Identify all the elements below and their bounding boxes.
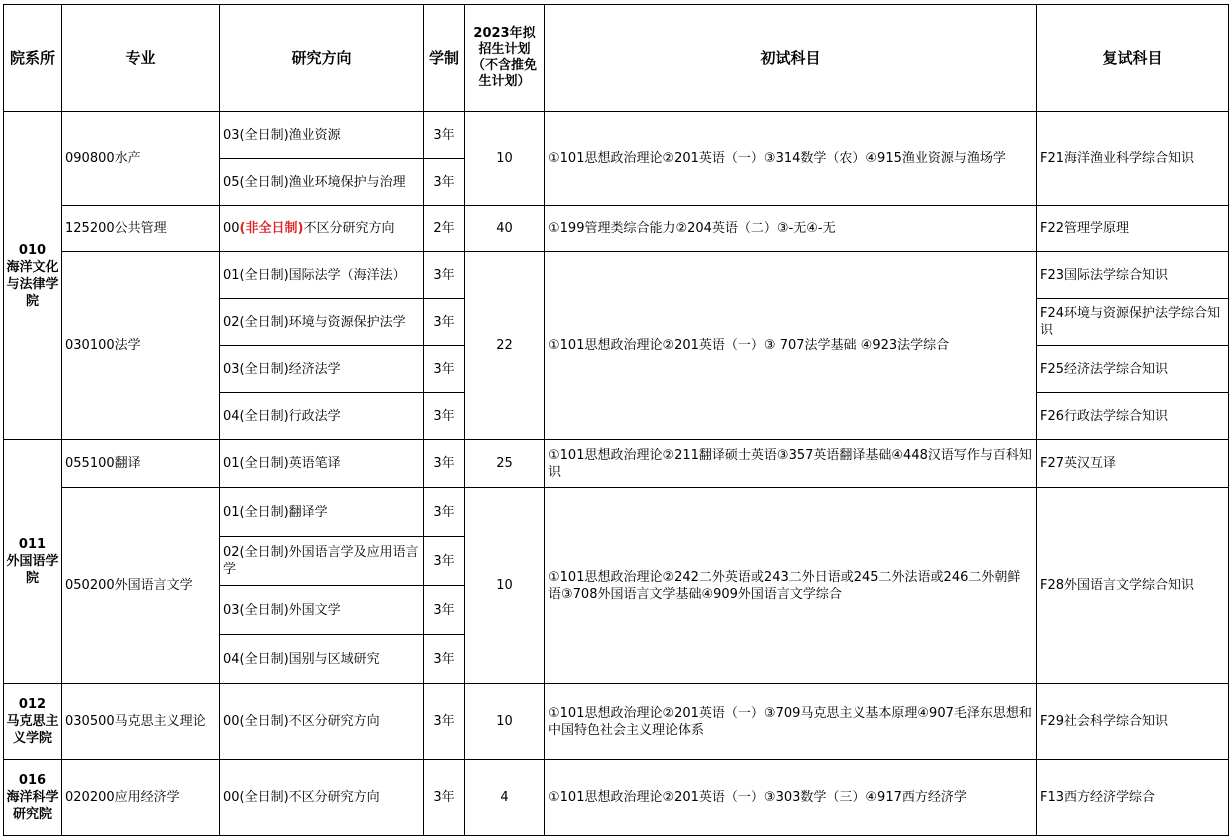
retest-cell: F26行政法学综合知识 xyxy=(1037,393,1229,440)
direction-cell: 04(全日制)行政法学 xyxy=(220,393,424,440)
dept-code: 010 xyxy=(18,242,47,258)
first-exam-cell: ①101思想政治理论②211翻译硕士英语③357英语翻译基础④448汉语写作与百科知识 xyxy=(545,440,1037,488)
plan-cell: 25 xyxy=(465,440,545,488)
table-row xyxy=(4,684,1229,760)
table-row xyxy=(4,112,1229,159)
retest-cell: F23国际法学综合知识 xyxy=(1037,252,1229,299)
plan-cell: 40 xyxy=(465,206,545,252)
major-cell: 055100翻译 xyxy=(62,440,220,488)
direction-cell: 00(全日制)不区分研究方向 xyxy=(220,760,424,836)
direction-cell: 03(全日制)渔业资源 xyxy=(220,112,424,159)
direction-cell: 02(全日制)外国语言学及应用语言学 xyxy=(220,537,424,586)
retest-cell: F24环境与资源保护法学综合知识 xyxy=(1037,299,1229,346)
dept-cell xyxy=(4,440,62,684)
table-row xyxy=(4,440,1229,488)
plan-cell: 22 xyxy=(465,252,545,440)
dept-code: 011 xyxy=(18,537,47,552)
first-exam-cell: ①199管理类综合能力②204英语（二）③-无④-无 xyxy=(545,206,1037,252)
header-retest: 复试科目 xyxy=(1037,5,1229,112)
direction-cell: 01(全日制)翻译学 xyxy=(220,488,424,537)
retest-cell: F27英汉互译 xyxy=(1037,440,1229,488)
duration-cell: 3年 xyxy=(424,635,465,684)
direction-cell: 00(全日制)不区分研究方向 xyxy=(220,684,424,760)
dept-code: 012 xyxy=(18,697,47,712)
header-row xyxy=(4,5,1229,112)
retest-cell: F25经济法学综合知识 xyxy=(1037,346,1229,393)
direction-cell: 03(全日制)经济法学 xyxy=(220,346,424,393)
table-row xyxy=(4,252,1229,299)
plan-cell: 4 xyxy=(465,760,545,836)
duration-cell: 3年 xyxy=(424,537,465,586)
first-exam-cell: ①101思想政治理论②201英语（一）③303数学（三）④917西方经济学 xyxy=(545,760,1037,836)
plan-cell: 10 xyxy=(465,112,545,206)
admissions-table xyxy=(3,4,1229,836)
retest-cell: F22管理学原理 xyxy=(1037,206,1229,252)
major-cell: 030500马克思主义理论 xyxy=(62,684,220,760)
duration-cell: 3年 xyxy=(424,760,465,836)
direction-text: 不区分研究方向 xyxy=(303,221,395,236)
header-direction: 研究方向 xyxy=(220,5,424,112)
plan-cell: 10 xyxy=(465,488,545,684)
duration-cell: 2年 xyxy=(424,206,465,252)
duration-cell: 3年 xyxy=(424,112,465,159)
header-first-exam: 初试科目 xyxy=(545,5,1037,112)
dept-cell xyxy=(4,684,62,760)
first-exam-cell: ①101思想政治理论②201英语（一）③709马克思主义基本原理④907毛泽东思想和中国特色社会主义理论体系 xyxy=(545,684,1037,760)
table-row xyxy=(4,760,1229,836)
direction-cell: 03(全日制)外国文学 xyxy=(220,586,424,635)
table-row xyxy=(4,488,1229,537)
major-cell: 030100法学 xyxy=(62,252,220,440)
duration-cell: 3年 xyxy=(424,299,465,346)
major-cell: 050200外国语言文学 xyxy=(62,488,220,684)
header-dept: 院系所 xyxy=(4,5,62,112)
dept-name: 海洋科学研究院 xyxy=(6,790,59,822)
direction-code: 00 xyxy=(223,221,240,236)
dept-code: 016 xyxy=(18,773,47,788)
duration-cell: 3年 xyxy=(424,252,465,299)
header-duration: 学制 xyxy=(424,5,465,112)
direction-cell: 04(全日制)国别与区域研究 xyxy=(220,635,424,684)
plan-cell: 10 xyxy=(465,684,545,760)
direction-cell xyxy=(220,206,424,252)
major-cell: 090800水产 xyxy=(62,112,220,206)
header-plan: 2023年拟招生计划（不含推免生计划） xyxy=(465,5,545,112)
major-cell: 125200公共管理 xyxy=(62,206,220,252)
table-row xyxy=(4,206,1229,252)
first-exam-cell: ①101思想政治理论②242二外英语或243二外日语或245二外法语或246二外朝鲜语③708外国语言文学基础④909外国语言文学综合 xyxy=(545,488,1037,684)
dept-cell xyxy=(4,112,62,440)
dept-name: 海洋文化与法律学院 xyxy=(6,259,59,309)
direction-cell: 05(全日制)渔业环境保护与治理 xyxy=(220,159,424,206)
direction-cell: 01(全日制)英语笔译 xyxy=(220,440,424,488)
direction-cell: 02(全日制)环境与资源保护法学 xyxy=(220,299,424,346)
duration-cell: 3年 xyxy=(424,586,465,635)
first-exam-cell: ①101思想政治理论②201英语（一）③314数学（农）④915渔业资源与渔场学 xyxy=(545,112,1037,206)
dept-name: 马克思主义学院 xyxy=(6,714,59,746)
header-major: 专业 xyxy=(62,5,220,112)
direction-cell: 01(全日制)国际法学（海洋法） xyxy=(220,252,424,299)
retest-cell: F28外国语言文学综合知识 xyxy=(1037,488,1229,684)
dept-name: 外国语学院 xyxy=(6,554,59,586)
retest-cell: F13西方经济学综合 xyxy=(1037,760,1229,836)
duration-cell: 3年 xyxy=(424,488,465,537)
duration-cell: 3年 xyxy=(424,159,465,206)
retest-cell: F29社会科学综合知识 xyxy=(1037,684,1229,760)
retest-cell: F21海洋渔业科学综合知识 xyxy=(1037,112,1229,206)
duration-cell: 3年 xyxy=(424,440,465,488)
duration-cell: 3年 xyxy=(424,393,465,440)
duration-cell: 3年 xyxy=(424,684,465,760)
first-exam-cell: ①101思想政治理论②201英语（一）③ 707法学基础 ④923法学综合 xyxy=(545,252,1037,440)
duration-cell: 3年 xyxy=(424,346,465,393)
dept-cell xyxy=(4,760,62,836)
part-time-mark: (非全日制) xyxy=(239,221,304,236)
major-cell: 020200应用经济学 xyxy=(62,760,220,836)
